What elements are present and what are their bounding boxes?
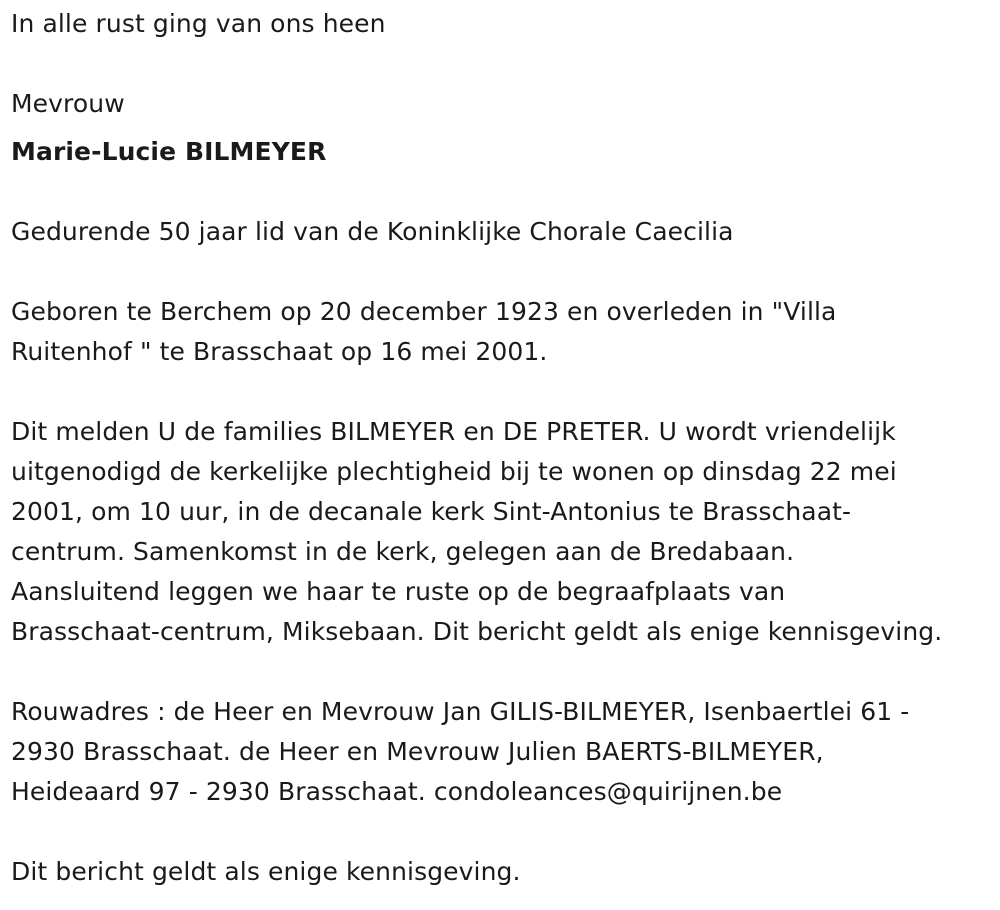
closing-text: Dit bericht geldt als enige kennisgeving. [11, 857, 521, 886]
announcement-paragraph [11, 412, 996, 652]
membership-text: Gedurende 50 jaar lid van de Koninklijke Chorale Caecilia [11, 217, 734, 246]
salutation-text: Mevrouw [11, 89, 125, 118]
spacer [11, 812, 996, 852]
paragraph-line: Rouwadres : de Heer en Mevrouw Jan GILIS-BILMEYER, Isenbaertlei 61 - [11, 697, 910, 726]
paragraph-line: 2001, om 10 uur, in de decanale kerk Sint-Antonius te Brasschaat- [11, 497, 852, 526]
spacer [11, 652, 996, 692]
paragraph-line: Brasschaat-centrum, Miksebaan. Dit bericht geldt als enige kennisgeving. [11, 617, 943, 646]
intro-text: In alle rust ging van ons heen [11, 9, 386, 38]
paragraph-line: Aansluitend leggen we haar te ruste op de begraafplaats van [11, 577, 786, 606]
mourning-address-paragraph [11, 692, 996, 812]
spacer [11, 172, 996, 212]
paragraph-line: Geboren te Berchem op 20 december 1923 en overleden in "Villa [11, 297, 837, 326]
paragraph-line: uitgenodigd de kerkelijke plechtigheid bij te wonen op dinsdag 22 mei [11, 457, 897, 486]
paragraph-line: 2930 Brasschaat. de Heer en Mevrouw Julien BAERTS-BILMEYER, [11, 737, 824, 766]
spacer [11, 124, 996, 132]
paragraph-line: centrum. Samenkomst in de kerk, gelegen aan de Bredabaan. [11, 537, 795, 566]
paragraph-line: Dit melden U de families BILMEYER en DE PRETER. U wordt vriendelijk [11, 417, 896, 446]
spacer [11, 44, 996, 84]
obituary-notice [11, 4, 996, 892]
spacer [11, 372, 996, 412]
spacer [11, 252, 996, 292]
paragraph-line: Heideaard 97 - 2930 Brasschaat. condoleances@quirijnen.be [11, 777, 783, 806]
deceased-name: Marie-Lucie BILMEYER [11, 137, 327, 166]
paragraph-line: Ruitenhof " te Brasschaat op 16 mei 2001. [11, 337, 548, 366]
birth-death-paragraph [11, 292, 996, 372]
